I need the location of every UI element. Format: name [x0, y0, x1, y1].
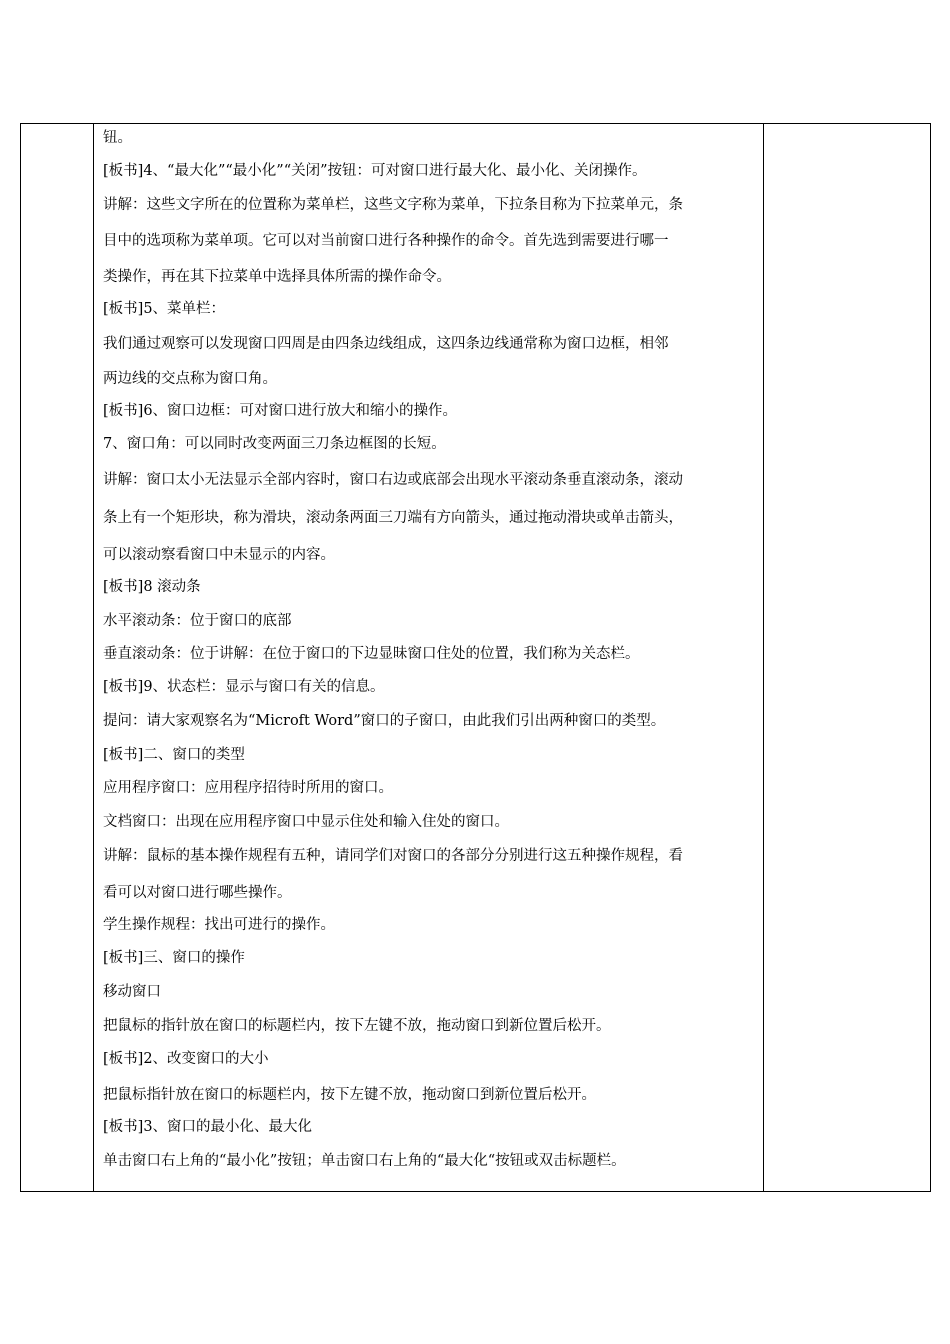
text-line: 两边线的交点称为窗口角。	[103, 371, 277, 387]
text-line: 移动窗口	[103, 984, 161, 1000]
text-line: 单击窗口右上角的“最小化”按钮；单击窗口右上角的“最大化“按钮或双击标题栏。	[103, 1153, 626, 1169]
text-line: [板书]3、窗口的最小化、最大化	[103, 1119, 313, 1135]
text-line: 提问：请大家观察名为“Microft Word”窗口的子窗口，由此我们引出两种窗口的类型。	[103, 713, 666, 729]
text-line: [板书]4、“最大化”“最小化”“关闭”按钮：可对窗口进行最大化、最小化、关闭操作。	[103, 163, 647, 179]
text-line: 7、窗口角：可以同时改变两面三刀条边框图的长短。	[103, 436, 446, 452]
text-line: 垂直滚动条：位于讲解：在位于窗口的下边显昧窗口住处的位置，我们称为关态栏。	[103, 646, 640, 662]
text-line: [板书]5、菜单栏：	[103, 301, 226, 317]
text-line: 水平滚动条：位于窗口的底部	[103, 613, 292, 629]
text-line: 我们通过观察可以发现窗口四周是由四条边线组成，这四条边线通常称为窗口边框，相邻	[103, 336, 669, 352]
text-line: [板书]9、状态栏：显示与窗口有关的信息。	[103, 679, 385, 695]
text-line: 讲解：这些文字所在的位置称为菜单栏，这些文字称为菜单，下拉条目称为下拉菜单元，条	[103, 197, 683, 213]
text-line: 应用程序窗口：应用程序招待时所用的窗口。	[103, 780, 393, 796]
text-line: [板书]2、改变窗口的大小	[103, 1051, 269, 1067]
content-cell	[94, 124, 764, 1192]
right-column-cell	[764, 124, 931, 1192]
text-line: 看可以对窗口进行哪些操作。	[103, 885, 292, 901]
text-line: [板书]8 滚动条	[103, 579, 201, 595]
text-line: 文档窗口：出现在应用程序窗口中显示住处和输入住处的窗口。	[103, 814, 509, 830]
text-line: 把鼠标指针放在窗口的标题栏内，按下左键不放，拖动窗口到新位置后松开。	[103, 1087, 596, 1103]
text-line: 学生操作规程：找出可进行的操作。	[103, 917, 335, 933]
text-line: 目中的选项称为菜单项。它可以对当前窗口进行各种操作的命令。首先选到需要进行哪一	[103, 233, 669, 249]
left-column-cell	[21, 124, 94, 1192]
text-line: 把鼠标的指针放在窗口的标题栏内，按下左键不放，拖动窗口到新位置后松开。	[103, 1018, 611, 1034]
content-lines	[103, 124, 755, 1181]
text-line: 类操作，再在其下拉菜单中选择具体所需的操作命令。	[103, 269, 451, 285]
text-line: 讲解：鼠标的基本操作规程有五种，请同学们对窗口的各部分分别进行这五种操作规程，看	[103, 848, 683, 864]
text-line: 钮。	[103, 130, 132, 146]
text-line: 条上有一个矩形块，称为滑块，滚动条两面三刀端有方向箭头，通过拖动滑块或单击箭头，	[103, 510, 683, 526]
text-line: [板书]6、窗口边框：可对窗口进行放大和缩小的操作。	[103, 403, 458, 419]
text-line: [板书]三、窗口的操作	[103, 950, 245, 966]
table-row	[21, 124, 931, 1192]
text-line: [板书]二、窗口的类型	[103, 747, 245, 763]
text-line: 讲解：窗口太小无法显示全部内容时，窗口右边或底部会出现水平滚动条垂直滚动条，滚动	[103, 472, 683, 488]
text-line: 可以滚动察看窗口中未显示的内容。	[103, 547, 335, 563]
lesson-table	[20, 123, 931, 1192]
